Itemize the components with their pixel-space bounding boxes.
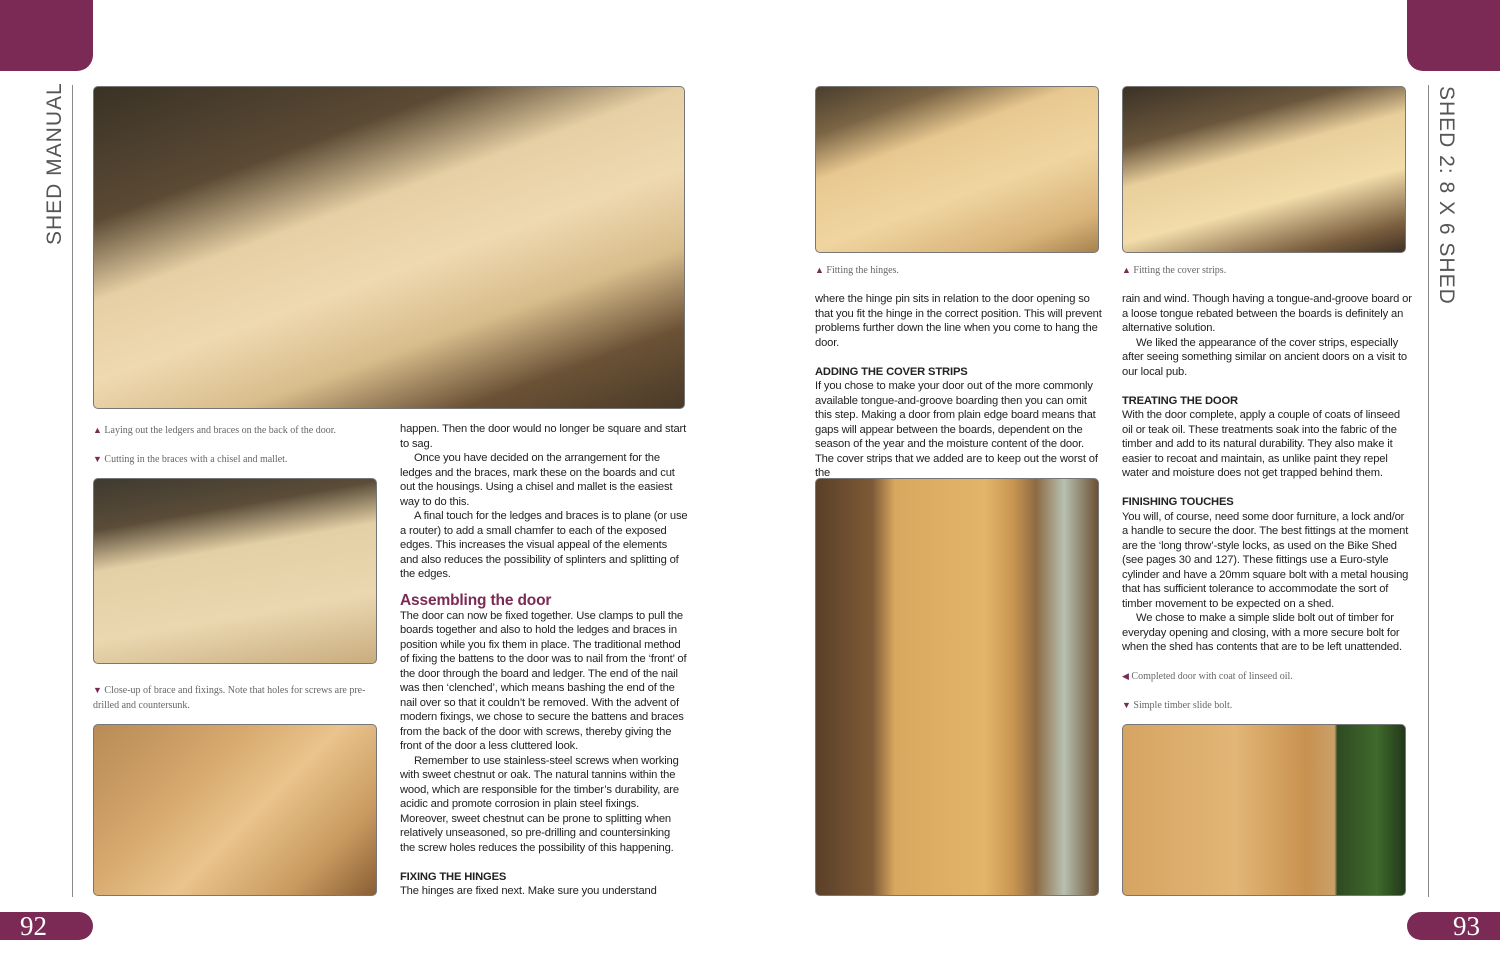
photo-fitting-cover-strips <box>1122 86 1406 253</box>
triangle-down-icon: ▼ <box>93 454 102 464</box>
caption-text: Laying out the ledgers and braces on the back of the door. <box>104 425 337 436</box>
paragraph: Once you have decided on the arrangement for the ledges and the braces, mark these on the boards and cut out the housings. Using a chisel and mallet is the easiest way to do this. <box>400 452 675 508</box>
photo-completed-door <box>815 478 1099 896</box>
margin-rule-right <box>1428 85 1429 897</box>
text-column-2 <box>815 292 1105 481</box>
triangle-up-icon: ▲ <box>1122 265 1131 275</box>
paragraph: where the hinge pin sits in relation to the door opening so that you fit the hinge in the correct position. This will prevent problems further down the line when you come to hang the door. <box>815 293 1102 349</box>
text-column-1 <box>400 422 688 899</box>
paragraph: We liked the appearance of the cover strips, especially after seeing something similar on ancient doors on a visit to our local pub. <box>1122 336 1407 378</box>
paragraph: Remember to use stainless-steel screws when working with sweet chestnut or oak. The natural tannins within the wood, which are responsible for the timber’s durability, are acidic and promote corrosion in plain steel fixings. Moreover, sweet chestnut can be prone to splitting when relatively unseasoned, so pre-drilling and countersinking the screw holes reduces the possibility of this happening. <box>400 754 679 854</box>
photo-laying-out-ledgers <box>93 86 685 409</box>
triangle-up-icon: ▲ <box>815 265 824 275</box>
triangle-down-icon: ▼ <box>1122 700 1131 710</box>
caption-text: Fitting the cover strips. <box>1133 265 1227 276</box>
caption-slide-bolt <box>1122 698 1407 713</box>
photo-fitting-hinges <box>815 86 1099 253</box>
corner-tab-left <box>0 0 93 71</box>
subheading-treating-door: TREATING THE DOOR <box>1122 394 1238 407</box>
page-number-left: 92 <box>0 912 93 940</box>
running-title-right: SHED 2: 8 X 6 SHED <box>1435 86 1458 305</box>
triangle-left-icon: ◀ <box>1122 671 1129 681</box>
paragraph: happen. Then the door would no longer be square and start to sag. <box>400 423 687 450</box>
paragraph: You will, of course, need some door furniture, a lock and/or a handle to secure the door. The best fittings at the moment are the ‘long throw’-style locks, as used on the Bike Shed (see pages 30 and 127). These fittings use a Euro-style cylinder and have a 20mm square bolt with a metal housing that has sufficient tolerance to accommodate the sort of timber movement to be expected on a shed. <box>1122 510 1409 610</box>
caption-text: Simple timber slide bolt. <box>1133 700 1233 711</box>
margin-rule-left <box>72 85 73 897</box>
subheading-fixing-hinges: FIXING THE HINGES <box>400 870 507 883</box>
caption-cover-strips <box>1122 263 1407 278</box>
triangle-up-icon: ▲ <box>93 425 102 435</box>
subheading-cover-strips: ADDING THE COVER STRIPS <box>815 365 968 378</box>
subheading-finishing-touches: FINISHING TOUCHES <box>1122 496 1234 508</box>
paragraph: A final touch for the ledges and braces is to plane (or use a router) to add a small chamfer to each of the exposed edges. This increases the visual appeal of the elements and also reduces the possibility of splinters and splitting of the edges. <box>400 510 688 580</box>
photo-timber-slide-bolt <box>1122 724 1406 896</box>
caption-brace-fixings <box>93 683 378 713</box>
caption-laying-out <box>93 423 393 438</box>
caption-text: Cutting in the braces with a chisel and mallet. <box>104 454 288 465</box>
text-column-3 <box>1122 292 1412 655</box>
paragraph: If you chose to make your door out of the more commonly available tongue-and-groove boarding then you can omit this step. Making a door from plain edge board means that gaps will appear between the boards, dependent on the season of the year and the moisture content of the door. The cover strips that we added are to keep out the worst of the <box>815 380 1098 479</box>
page-number-right: 93 <box>1407 912 1500 940</box>
paragraph: With the door complete, apply a couple of coats of linseed oil or teak oil. These treatments soak into the fabric of the timber and add to its natural durability. They also make it easier to recoat and maintain, as unlike paint they repel water and moisture does not get trapped behind them. <box>1122 409 1400 479</box>
caption-text: Close-up of brace and fixings. Note that holes for screws are pre-drilled and countersunk. <box>93 685 366 711</box>
photo-cutting-braces <box>93 478 377 664</box>
corner-tab-right <box>1407 0 1500 71</box>
paragraph: rain and wind. Though having a tongue-and-groove board or a loose tongue rebated between the boards is definitely an alternative solution. <box>1122 293 1412 334</box>
caption-text: Fitting the hinges. <box>826 265 899 276</box>
triangle-down-icon: ▼ <box>93 685 102 695</box>
paragraph: We chose to make a simple slide bolt out of timber for everyday opening and closing, with a more secure bolt for when the shed has contents that are to be left unattended. <box>1122 612 1402 653</box>
photo-brace-fixings <box>93 724 377 896</box>
running-title-left: SHED MANUAL <box>43 82 66 245</box>
caption-fitting-hinges <box>815 263 1100 278</box>
section-heading-assembling: Assembling the door <box>400 591 552 609</box>
paragraph: The door can now be fixed together. Use clamps to pull the boards together and also to hold the ledges and braces in position while you fix them in place. The traditional method of fixing the battens to the door was to nail from the ‘front’ of the door through the board and ledger. The end of the nail was then ‘clenched’, which means bashing the end of the nail over so that it couldn’t be removed. With the advent of modern fixings, we chose to secure the battens and braces from the back of the door with screws, thereby giving the front of the door a less cluttered look. <box>400 609 687 752</box>
caption-completed-door <box>1122 669 1407 684</box>
caption-text: Completed door with coat of linseed oil. <box>1131 671 1293 682</box>
caption-cutting-braces <box>93 452 378 467</box>
paragraph: The hinges are fixed next. Make sure you understand <box>400 885 657 897</box>
